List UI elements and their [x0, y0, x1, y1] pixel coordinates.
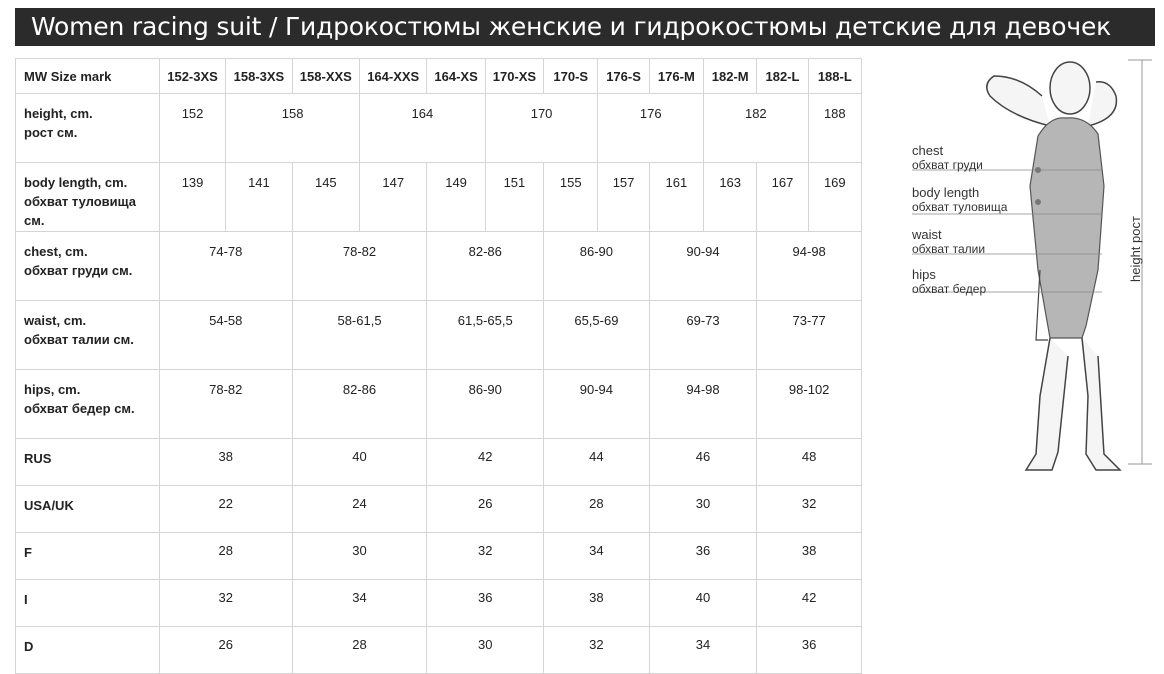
- row-label-en: body length, cm.: [24, 175, 128, 190]
- table-cell: 40: [649, 580, 757, 627]
- size-header-cell: 152-3XS: [159, 59, 225, 94]
- table-row: [16, 533, 862, 580]
- table-cell: 38: [159, 439, 292, 486]
- size-header-cell: 188-L: [808, 59, 861, 94]
- size-header-cell: 176-M: [649, 59, 703, 94]
- table-cell: 164: [360, 94, 486, 163]
- table-cell: 163: [704, 163, 757, 232]
- hips-label: hips обхват бедер: [912, 267, 987, 296]
- table-cell: 145: [292, 163, 359, 232]
- table-cell: 176: [598, 94, 704, 163]
- table-cell: 65,5-69: [544, 301, 650, 370]
- table-cell: 28: [292, 627, 427, 674]
- body-measurement-figure: [890, 56, 1158, 484]
- table-cell: 44: [544, 439, 650, 486]
- table-cell: 152: [159, 94, 225, 163]
- table-row: [16, 232, 862, 301]
- table-cell: 74-78: [159, 232, 292, 301]
- table-cell: 38: [757, 533, 862, 580]
- size-chart-table: [15, 58, 862, 674]
- row-label: [16, 94, 160, 163]
- row-label: [16, 163, 160, 232]
- size-header-cell: 158-3XS: [226, 59, 292, 94]
- table-row: [16, 486, 862, 533]
- table-cell: 169: [808, 163, 861, 232]
- table-cell: 28: [159, 533, 292, 580]
- row-label-ru: обхват талии см.: [24, 332, 134, 347]
- table-cell: 42: [757, 580, 862, 627]
- table-cell: 69-73: [649, 301, 757, 370]
- row-label-ru: обхват бедер см.: [24, 401, 135, 416]
- table-cell: 151: [485, 163, 543, 232]
- table-row: [16, 627, 862, 674]
- table-cell: 61,5-65,5: [427, 301, 544, 370]
- row-label-en: D: [24, 639, 34, 654]
- size-header-cell: 176-S: [598, 59, 649, 94]
- table-cell: 32: [427, 533, 544, 580]
- size-header-cell: 164-XS: [427, 59, 485, 94]
- table-cell: 42: [427, 439, 544, 486]
- table-cell: 155: [544, 163, 598, 232]
- table-cell: 58-61,5: [292, 301, 427, 370]
- table-cell: 54-58: [159, 301, 292, 370]
- table-cell: 34: [544, 533, 650, 580]
- row-label: [16, 486, 160, 533]
- table-cell: 46: [649, 439, 757, 486]
- size-header-cell: 182-M: [704, 59, 757, 94]
- table-cell: 48: [757, 439, 862, 486]
- table-cell: 82-86: [292, 370, 427, 439]
- table-row: [16, 301, 862, 370]
- table-cell: 170: [485, 94, 598, 163]
- table-cell: 26: [427, 486, 544, 533]
- size-header-cell: 170-S: [544, 59, 598, 94]
- header-label: MW Size mark: [16, 59, 160, 94]
- table-cell: 24: [292, 486, 427, 533]
- table-cell: 141: [226, 163, 292, 232]
- table-cell: 78-82: [292, 232, 427, 301]
- page-title: Women racing suit / Гидрокостюмы женские и гидрокостюмы детские для девочек: [15, 8, 1155, 46]
- row-label-en: chest, cm.: [24, 244, 88, 259]
- table-cell: 147: [360, 163, 427, 232]
- chest-label: chest обхват груди: [912, 143, 983, 172]
- table-cell: 90-94: [649, 232, 757, 301]
- waist-label: waist обхват талии: [912, 227, 986, 256]
- table-cell: 22: [159, 486, 292, 533]
- table-cell: 94-98: [649, 370, 757, 439]
- table-cell: 36: [427, 580, 544, 627]
- table-row: [16, 163, 862, 232]
- table-cell: 158: [226, 94, 360, 163]
- row-label-en: waist, cm.: [24, 313, 87, 328]
- row-label-ru: рост см.: [24, 125, 78, 140]
- row-label-en: RUS: [24, 451, 52, 466]
- table-cell: 40: [292, 439, 427, 486]
- row-label-en: I: [24, 592, 28, 607]
- table-cell: 34: [649, 627, 757, 674]
- row-label: [16, 301, 160, 370]
- table-cell: 32: [159, 580, 292, 627]
- table-cell: 139: [159, 163, 225, 232]
- row-label: [16, 232, 160, 301]
- table-row: [16, 580, 862, 627]
- table-cell: 38: [544, 580, 650, 627]
- table-cell: 28: [544, 486, 650, 533]
- table-cell: 34: [292, 580, 427, 627]
- table-cell: 98-102: [757, 370, 862, 439]
- row-label-en: F: [24, 545, 32, 560]
- row-label-en: USA/UK: [24, 498, 74, 513]
- table-cell: 161: [649, 163, 703, 232]
- size-header-cell: 158-XXS: [292, 59, 359, 94]
- table-cell: 86-90: [544, 232, 650, 301]
- table-cell: 26: [159, 627, 292, 674]
- table-cell: 90-94: [544, 370, 650, 439]
- row-label-ru: обхват туловища см.: [24, 194, 137, 228]
- table-cell: 188: [808, 94, 861, 163]
- row-label-en: height, cm.: [24, 106, 93, 121]
- height-label: height рост: [1128, 216, 1143, 282]
- row-label: [16, 580, 160, 627]
- table-cell: 30: [427, 627, 544, 674]
- table-cell: 78-82: [159, 370, 292, 439]
- row-label: [16, 370, 160, 439]
- row-label: [16, 533, 160, 580]
- table-cell: 149: [427, 163, 485, 232]
- table-cell: 30: [649, 486, 757, 533]
- row-label: [16, 627, 160, 674]
- table-cell: 157: [598, 163, 649, 232]
- table-cell: 182: [704, 94, 809, 163]
- table-row: [16, 94, 862, 163]
- table-header-row: [16, 59, 862, 94]
- row-label-ru: обхват груди см.: [24, 263, 133, 278]
- table-row: [16, 439, 862, 486]
- table-cell: 167: [757, 163, 808, 232]
- size-header-cell: 164-XXS: [360, 59, 427, 94]
- size-header-cell: 170-XS: [485, 59, 543, 94]
- table-cell: 36: [757, 627, 862, 674]
- table-cell: 82-86: [427, 232, 544, 301]
- table-cell: 73-77: [757, 301, 862, 370]
- table-cell: 30: [292, 533, 427, 580]
- table-row: [16, 370, 862, 439]
- table-cell: 94-98: [757, 232, 862, 301]
- body-length-label: body length обхват туловища: [912, 185, 1008, 214]
- table-cell: 36: [649, 533, 757, 580]
- row-label: [16, 439, 160, 486]
- table-cell: 32: [757, 486, 862, 533]
- table-cell: 32: [544, 627, 650, 674]
- row-label-en: hips, cm.: [24, 382, 81, 397]
- size-header-cell: 182-L: [757, 59, 808, 94]
- table-cell: 86-90: [427, 370, 544, 439]
